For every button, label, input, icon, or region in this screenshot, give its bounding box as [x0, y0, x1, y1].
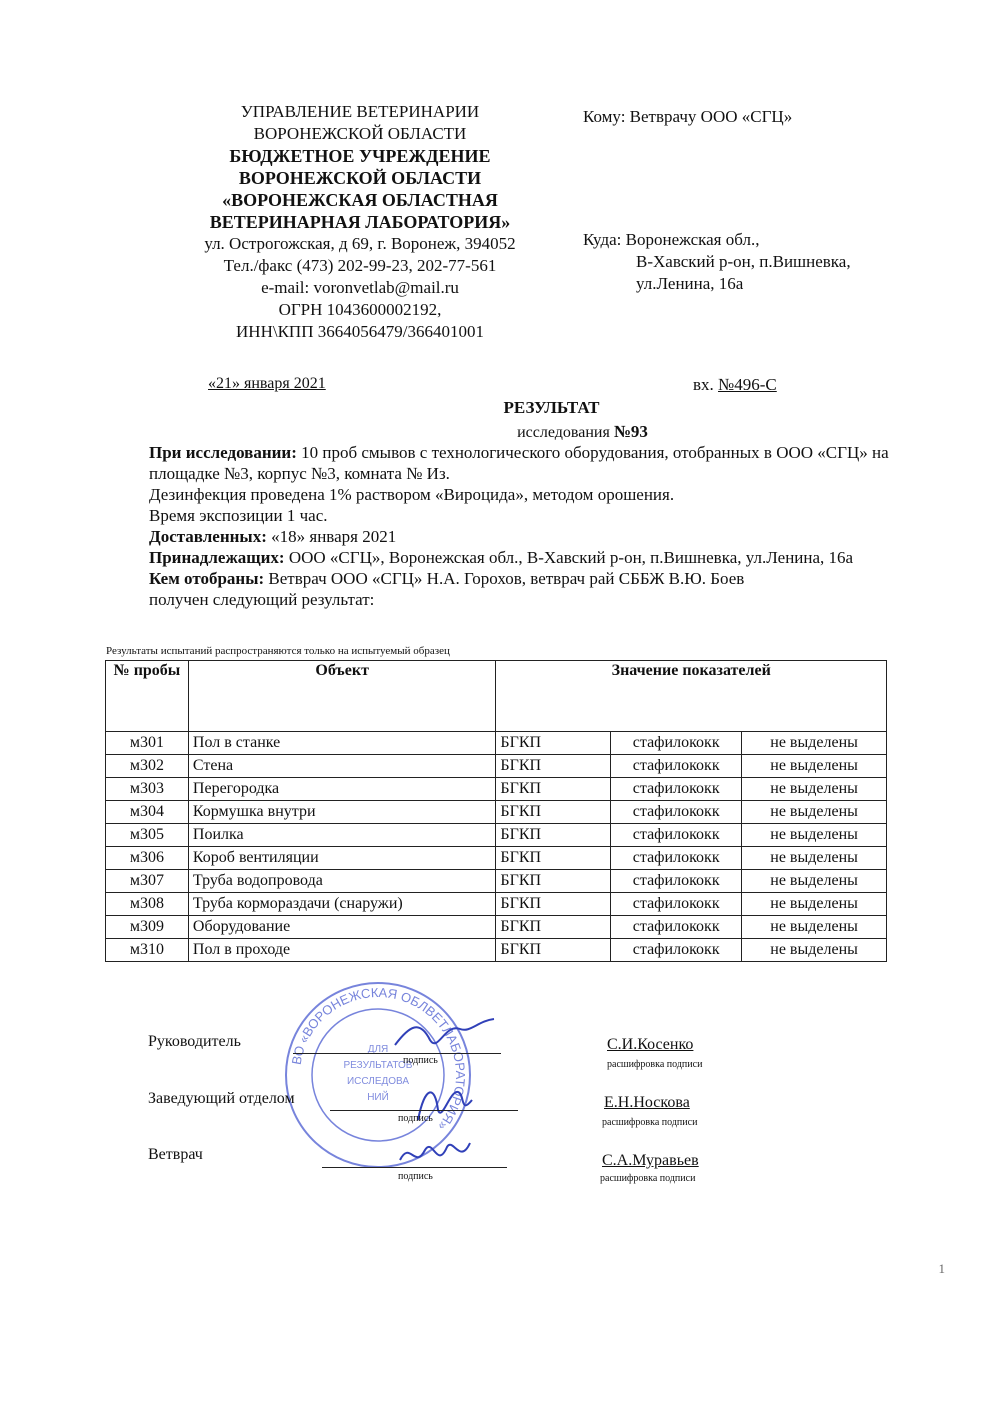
name-caption: расшифровка подписи: [602, 1117, 698, 1128]
table-row: [106, 778, 887, 801]
table-row: [106, 732, 887, 755]
header-sample-no: № пробы: [106, 661, 189, 732]
organism-cell: стафилококк: [611, 847, 742, 870]
test-cell: БГКП: [496, 732, 611, 755]
organism-cell: стафилококк: [611, 939, 742, 962]
organism-cell: стафилококк: [611, 916, 742, 939]
result-cell: не выделены: [742, 755, 887, 778]
organism-cell: стафилококк: [611, 870, 742, 893]
organism-cell: стафилококк: [611, 778, 742, 801]
signature-line: [322, 1166, 507, 1168]
sample-id-cell: м305: [106, 824, 189, 847]
results-note: Результаты испытаний распространяются только на испытуемый образец: [106, 645, 450, 657]
header-values: Значение показателей: [496, 661, 887, 732]
address-line: ул.Ленина, 16а: [636, 274, 744, 293]
issuer-bold-line: ВОРОНЕЖСКОЙ ОБЛАСТИ: [238, 168, 482, 188]
signature-caption: подпись: [403, 1055, 438, 1066]
table-header-row: [106, 661, 887, 732]
sample-id-cell: м304: [106, 801, 189, 824]
recipient-address: [583, 229, 851, 295]
result-cell: не выделены: [742, 870, 887, 893]
issuer-bold-line: БЮДЖЕТНОЕ УЧРЕЖДЕНИЕ: [229, 146, 491, 166]
object-cell: Кормушка внутри: [188, 801, 495, 824]
object-cell: Перегородка: [188, 778, 495, 801]
signature-caption: подпись: [398, 1113, 433, 1124]
result-cell: не выделены: [742, 824, 887, 847]
address-line: В-Хавский р-он, п.Вишневка,: [636, 252, 851, 271]
signature-line: [293, 1052, 501, 1054]
issuer-contact-line: e-mail: voronvetlab@mail.ru: [261, 278, 459, 297]
study-label: При исследовании:: [149, 443, 297, 462]
result-cell: не выделены: [742, 893, 887, 916]
table-body: [106, 732, 887, 962]
object-cell: Пол в станке: [188, 732, 495, 755]
organism-cell: стафилококк: [611, 893, 742, 916]
svg-text:ВО «ВОРОНЕЖСКАЯ ОБЛВЕТЛАБОРАТО: ВО «ВОРОНЕЖСКАЯ ОБЛВЕТЛАБОРАТОРИЯ»: [288, 984, 469, 1134]
sample-id-cell: м308: [106, 893, 189, 916]
table-row: [106, 893, 887, 916]
object-cell: Поилка: [188, 824, 495, 847]
result-cell: не выделены: [742, 801, 887, 824]
name-caption: расшифровка подписи: [607, 1059, 703, 1070]
table-row: [106, 824, 887, 847]
page-number: 1: [938, 1261, 945, 1276]
document-date: «21» января 2021: [208, 375, 326, 392]
sample-id-cell: м303: [106, 778, 189, 801]
issuer-contact-line: ул. Острогожская, д 69, г. Воронеж, 394052: [204, 234, 516, 253]
name-caption: расшифровка подписи: [600, 1173, 696, 1184]
signature-role: Ветврач: [148, 1146, 203, 1163]
issuer-contact-line: ОГРН 1043600002192,: [278, 300, 442, 319]
signature-line: [330, 1109, 518, 1111]
issuer-contact-line: Тел./факс (473) 202-99-23, 202-77-561: [223, 256, 497, 275]
object-cell: Пол в проходе: [188, 939, 495, 962]
signature-scribble-icon: [390, 1015, 500, 1055]
belonging-text: ООО «СГЦ», Воронежская обл., В-Хавский р-он, п.Вишневка, ул.Ленина, 16а: [284, 548, 854, 567]
test-cell: БГКП: [496, 939, 611, 962]
delivered-paragraph: [149, 526, 949, 547]
sample-id-cell: м307: [106, 870, 189, 893]
svg-text:ДЛЯ: ДЛЯ: [367, 1044, 389, 1055]
incoming-number: [693, 375, 777, 395]
test-cell: БГКП: [496, 847, 611, 870]
incoming-prefix: вх.: [693, 375, 719, 394]
organism-cell: стафилококк: [611, 732, 742, 755]
svg-text:ИССЛЕДОВА: ИССЛЕДОВА: [346, 1076, 410, 1087]
test-cell: БГКП: [496, 893, 611, 916]
object-cell: Стена: [188, 755, 495, 778]
incoming-number-value: №496-С: [718, 375, 777, 394]
study-paragraph: [149, 442, 949, 484]
document-body: [149, 442, 949, 610]
sample-id-cell: м310: [106, 939, 189, 962]
signature-role: Заведующий отделом: [148, 1090, 295, 1107]
document-subtitle: [0, 422, 991, 442]
disinfection-text: Дезинфекция проведена 1% раствором «Вироцида», методом орошения.: [149, 485, 675, 504]
sample-id-cell: м306: [106, 847, 189, 870]
organism-cell: стафилококк: [611, 801, 742, 824]
belonging-label: Принадлежащих:: [149, 548, 285, 567]
issuer-bold-line: ВЕТЕРИНАРНАЯ ЛАБОРАТОРИЯ»: [209, 212, 511, 232]
test-cell: БГКП: [496, 755, 611, 778]
sampled-text: Ветврач ООО «СГЦ» Н.А. Горохов, ветврач рай СББЖ В.Ю. Боев: [264, 569, 745, 588]
signature-caption: подпись: [398, 1171, 433, 1182]
delivered-text: «18» января 2021: [266, 527, 397, 546]
issuer-header: [150, 101, 570, 343]
issuer-contact-line: ИНН\КПП 3664056479/366401001: [236, 322, 484, 341]
svg-text:РЕЗУЛЬТАТОВ: РЕЗУЛЬТАТОВ: [343, 1060, 413, 1071]
test-cell: БГКП: [496, 916, 611, 939]
table-row: [106, 916, 887, 939]
study-text: 10 проб смывов с технологического оборудования, отобранных в ООО «СГЦ» на площадке №3, корпус №3, комната № Из.: [149, 443, 889, 483]
object-cell: Оборудование: [188, 916, 495, 939]
table-row: [106, 870, 887, 893]
issuer-line: ВОРОНЕЖСКОЙ ОБЛАСТИ: [253, 124, 467, 143]
exposure-text: Время экспозиции 1 час.: [149, 506, 328, 525]
result-line: получен следующий результат:: [149, 590, 375, 609]
issuer-line: УПРАВЛЕНИЕ ВЕТЕРИНАРИИ: [240, 102, 480, 121]
belonging-paragraph: [149, 547, 949, 568]
table-row: [106, 755, 887, 778]
address-line: Куда: Воронежская обл.,: [583, 230, 760, 249]
table-row: [106, 847, 887, 870]
subtitle-number: №93: [613, 422, 648, 441]
signature-role: Руководитель: [148, 1033, 241, 1050]
document-title: РЕЗУЛЬТАТ: [503, 398, 600, 417]
sample-id-cell: м302: [106, 755, 189, 778]
subtitle-prefix: исследования: [517, 424, 614, 441]
signature-scribble-icon: [395, 1135, 475, 1175]
sample-id-cell: м309: [106, 916, 189, 939]
result-cell: не выделены: [742, 939, 887, 962]
signatory-name: С.А.Муравьев: [602, 1152, 699, 1169]
sampled-label: Кем отобраны:: [149, 569, 265, 588]
sampled-paragraph: [149, 568, 949, 589]
signatory-name: С.И.Косенко: [607, 1036, 694, 1053]
organism-cell: стафилококк: [611, 824, 742, 847]
organism-cell: стафилококк: [611, 755, 742, 778]
sample-id-cell: м301: [106, 732, 189, 755]
results-table: [105, 660, 887, 962]
object-cell: Труба кормораздачи (снаружи): [188, 893, 495, 916]
table-row: [106, 939, 887, 962]
header-object: Объект: [188, 661, 495, 732]
result-cell: не выделены: [742, 778, 887, 801]
svg-text:НИЙ: НИЙ: [367, 1092, 389, 1103]
signatory-name: Е.Н.Носкова: [604, 1094, 690, 1111]
result-cell: не выделены: [742, 916, 887, 939]
object-cell: Труба водопровода: [188, 870, 495, 893]
issuer-bold-line: «ВОРОНЕЖСКАЯ ОБЛАСТНАЯ: [222, 190, 498, 210]
delivered-label: Доставленных:: [149, 527, 267, 546]
test-cell: БГКП: [496, 870, 611, 893]
table-row: [106, 801, 887, 824]
object-cell: Короб вентиляции: [188, 847, 495, 870]
test-cell: БГКП: [496, 778, 611, 801]
test-cell: БГКП: [496, 824, 611, 847]
test-cell: БГКП: [496, 801, 611, 824]
result-cell: не выделены: [742, 732, 887, 755]
result-cell: не выделены: [742, 847, 887, 870]
recipient-to: Кому: Ветврачу ООО «СГЦ»: [583, 107, 793, 126]
